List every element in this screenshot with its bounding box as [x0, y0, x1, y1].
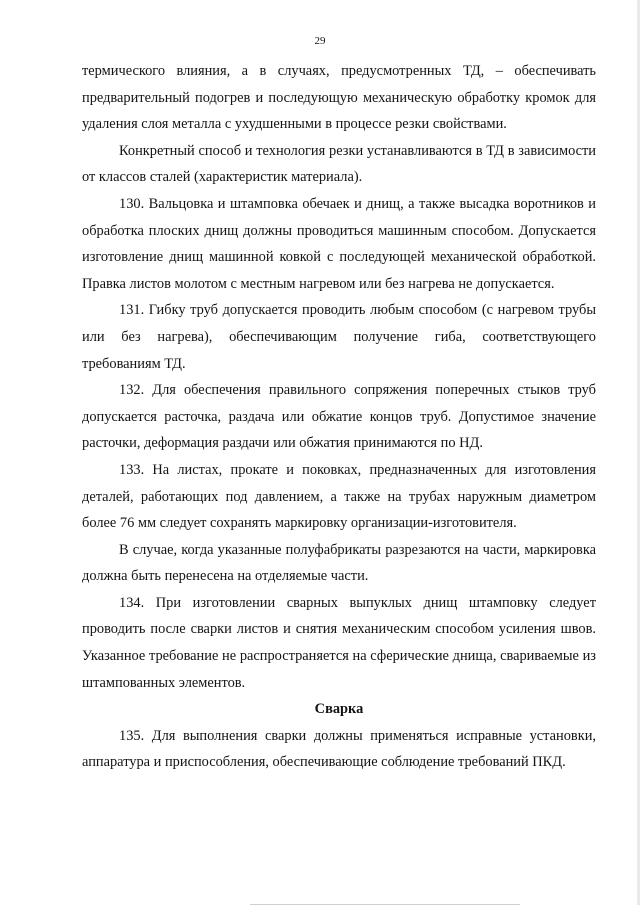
paragraph-135: 135. Для выполнения сварки должны применяться исправные установки, аппаратура и приспособления, обеспечивающие соблюдение требований ПКД. [82, 727, 596, 771]
page-number: 29 [314, 35, 326, 47]
paragraph: Конкретный способ и технология резки устанавливаются в ТД в зависимости от классов сталей (характеристик материала). [82, 142, 596, 186]
paragraph-131: 131. Гибку труб допускается проводить любым способом (с нагревом трубы или без нагрева), обеспечивающим получение гиба, соответствующего требованиям ТД. [82, 302, 596, 372]
paragraph-133: 133. На листах, прокате и поковках, предназначенных для изготовления деталей, работающих под давлением, а также на трубах наружным диаметром более 76 мм следует сохранять маркировку организации-изготовителя. [82, 461, 596, 532]
section-heading: Сварка [314, 701, 364, 718]
paragraph-134: 134. При изготовлении сварных выпуклых днищ штамповку следует проводить после сварки листов и снятия механическим способом усиления швов. Указанное требование не распространяется на сферические днища, свариваемые из штампованных элементов. [82, 594, 596, 691]
paragraph: термического влияния, а в случаях, предусмотренных ТД, – обеспечивать предварительный подогрев и последующую механическую обработку кромок для удаления слоя металла с ухудшенными в процессе резки свойствами. [82, 63, 596, 133]
paragraph-130: 130. Вальцовка и штамповка обечаек и днищ, а также высадка воротников и обработка плоских днищ должны проводиться машинным способом. Допускается изготовление днищ машинной ковкой с последующей механической обработкой. Правка листов молотом с местным нагревом или без нагрева не допускается. [82, 195, 596, 292]
paragraph-132: 132. Для обеспечения правильного сопряжения поперечных стыков труб допускается расточка, раздача или обжатие концов труб. Допустимое значение расточки, деформация раздачи или обжатия принимаются по НД. [82, 382, 596, 452]
page-content [82, 58, 596, 776]
paragraph: В случае, когда указанные полуфабрикаты разрезаются на части, маркировка должна быть перенесена на отделяемые части. [82, 541, 596, 585]
